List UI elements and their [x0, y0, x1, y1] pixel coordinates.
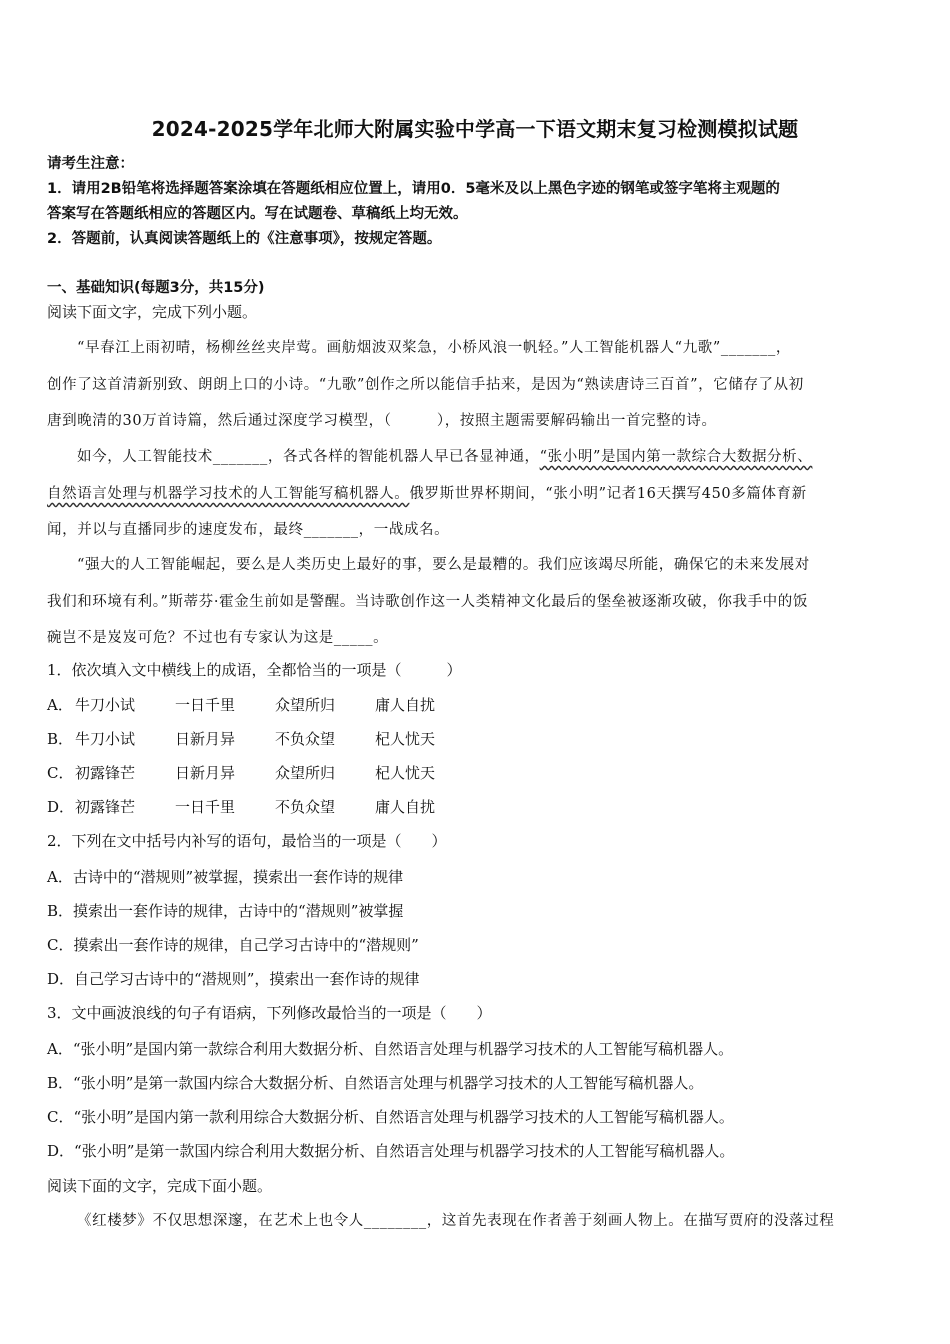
passage-line-9: 碗岂不是岌岌可危？不过也有专家认为这是_____。	[47, 630, 389, 646]
q1-option-a-item-4: 庸人自扰	[375, 696, 436, 714]
passage2-line-1: 《红楼梦》不仅思想深邃，在艺术上也令人________，这首先表现在作者善于刻画人物上。在描写贾府的没落过程	[77, 1213, 835, 1229]
q1-option-d-item-2: 一日千里	[175, 798, 236, 816]
q2-option-c: C．摸索出一套作诗的规律，自己学习古诗中的“潜规则”	[47, 936, 419, 954]
passage-line-5-text: 俄罗斯世界杯期间，“张小明”记者16天撰写450多篇体育新	[409, 486, 807, 502]
q1-option-a-item-1: 牛刀小试	[75, 696, 136, 714]
wavy-sentence-part-1: “张小明”是国内第一款综合大数据分析、	[539, 449, 813, 465]
q2-option-a: A．古诗中的“潜规则”被掌握，摸索出一套作诗的规律	[47, 868, 404, 886]
notice-line-3: 2．答题前，认真阅读答题纸上的《注意事项》，按规定答题。	[47, 231, 442, 247]
q1-option-d-item-1: 初露锋芒	[75, 798, 136, 816]
q1-option-b-item-3: 不负众望	[275, 730, 336, 748]
q1-option-a-letter: A．	[47, 696, 73, 714]
passage-line-8: 我们和环境有利。”斯蒂芬·霍金生前如是警醒。当诗歌创作这一人类精神文化最后的堡垒被逐渐攻破，你我手中的饭	[47, 594, 808, 610]
q1-option-d	[47, 796, 475, 817]
q1-option-b-letter: B．	[47, 730, 74, 748]
q1-option-a	[47, 694, 475, 715]
q1-option-c-item-1: 初露锋芒	[75, 764, 136, 782]
exam-title: 2024-2025学年北师大附属实验中学高一下语文期末复习检测模拟试题	[151, 117, 799, 141]
q3-option-a: A．“张小明”是国内第一款综合利用大数据分析、自然语言处理与机器学习技术的人工智能写稿机器人。	[47, 1040, 734, 1058]
q1-option-d-item-3: 不负众望	[275, 798, 336, 816]
q2-option-d: D．自己学习古诗中的“潜规则”，摸索出一套作诗的规律	[47, 970, 420, 988]
q1-option-c-letter: C．	[47, 764, 74, 782]
q1-stem: 1．依次填入文中横线上的成语，全都恰当的一项是（ ）	[47, 661, 462, 679]
notice-label: 请考生注意：	[47, 156, 134, 172]
q1-option-c-item-4: 杞人忧天	[375, 764, 436, 782]
passage-line-5	[47, 482, 905, 503]
q1-option-d-letter: D．	[47, 798, 75, 816]
section-heading: 一、基础知识(每题3分，共15分)	[47, 280, 265, 296]
q1-option-c	[47, 762, 475, 783]
passage-line-2: 创作了这首清新别致、朗朗上口的小诗。“九歌”创作之所以能信手拈来，是因为“熟读唐诗三百首”，它储存了从初	[47, 377, 804, 393]
q1-option-c-item-2: 日新月异	[175, 764, 236, 782]
q2-stem: 2．下列在文中括号内补写的语句，最恰当的一项是（ ）	[47, 832, 447, 850]
q1-option-b-item-1: 牛刀小试	[75, 730, 136, 748]
q3-stem: 3．文中画波浪线的句子有语病，下列修改最恰当的一项是（ ）	[47, 1004, 492, 1022]
q1-option-b	[47, 728, 475, 749]
q1-option-d-item-4: 庸人自扰	[375, 798, 436, 816]
passage-line-3: 唐到晚清的30万首诗篇，然后通过深度学习模型，（ ），按照主题需要解码输出一首完整的诗。	[47, 413, 717, 429]
q1-option-a-item-3: 众望所归	[275, 696, 336, 714]
q3-option-b: B．“张小明”是第一款国内综合大数据分析、自然语言处理与机器学习技术的人工智能写稿机器人。	[47, 1074, 704, 1092]
passage-line-6: 闻，并以与直播同步的速度发布，最终_______，一战成名。	[47, 522, 450, 538]
notice-line-1: 1．请用2B铅笔将选择题答案涂填在答题纸相应位置上，请用0．5毫米及以上黑色字迹的钢笔或签字笔将主观题的	[47, 181, 780, 197]
wavy-sentence-part-2: 自然语言处理与机器学习技术的人工智能写稿机器人。	[47, 486, 410, 502]
reading-instruction-2: 阅读下面的文字，完成下面小题。	[47, 1177, 273, 1195]
passage-line-1: “早春江上雨初晴，杨柳丝丝夹岸莺。画舫烟波双桨急，小桥风浪一帆轻。”人工智能机器人“九歌”_______，	[77, 340, 791, 356]
notice-line-2: 答案写在答题纸相应的答题区内。写在试题卷、草稿纸上均无效。	[47, 206, 468, 222]
reading-instruction: 阅读下面文字，完成下列小题。	[47, 303, 258, 321]
q3-option-c: C．“张小明”是国内第一款利用综合大数据分析、自然语言处理与机器学习技术的人工智能写稿机器人。	[47, 1108, 734, 1126]
q1-option-b-item-4: 杞人忧天	[375, 730, 436, 748]
passage-line-4-text: 如今，人工智能技术_______，各式各样的智能机器人早已各显神通，	[77, 449, 540, 465]
passage-line-4	[47, 445, 905, 466]
q3-option-d: D．“张小明”是第一款国内综合利用大数据分析、自然语言处理与机器学习技术的人工智能写稿机器人。	[47, 1142, 735, 1160]
q1-option-a-item-2: 一日千里	[175, 696, 236, 714]
q2-option-b: B．摸索出一套作诗的规律，古诗中的“潜规则”被掌握	[47, 902, 404, 920]
q1-option-b-item-2: 日新月异	[175, 730, 236, 748]
passage-line-7: “强大的人工智能崛起，要么是人类历史上最好的事，要么是最糟的。我们应该竭尽所能，确保它的未来发展对	[77, 557, 810, 573]
q1-option-c-item-3: 众望所归	[275, 764, 336, 782]
